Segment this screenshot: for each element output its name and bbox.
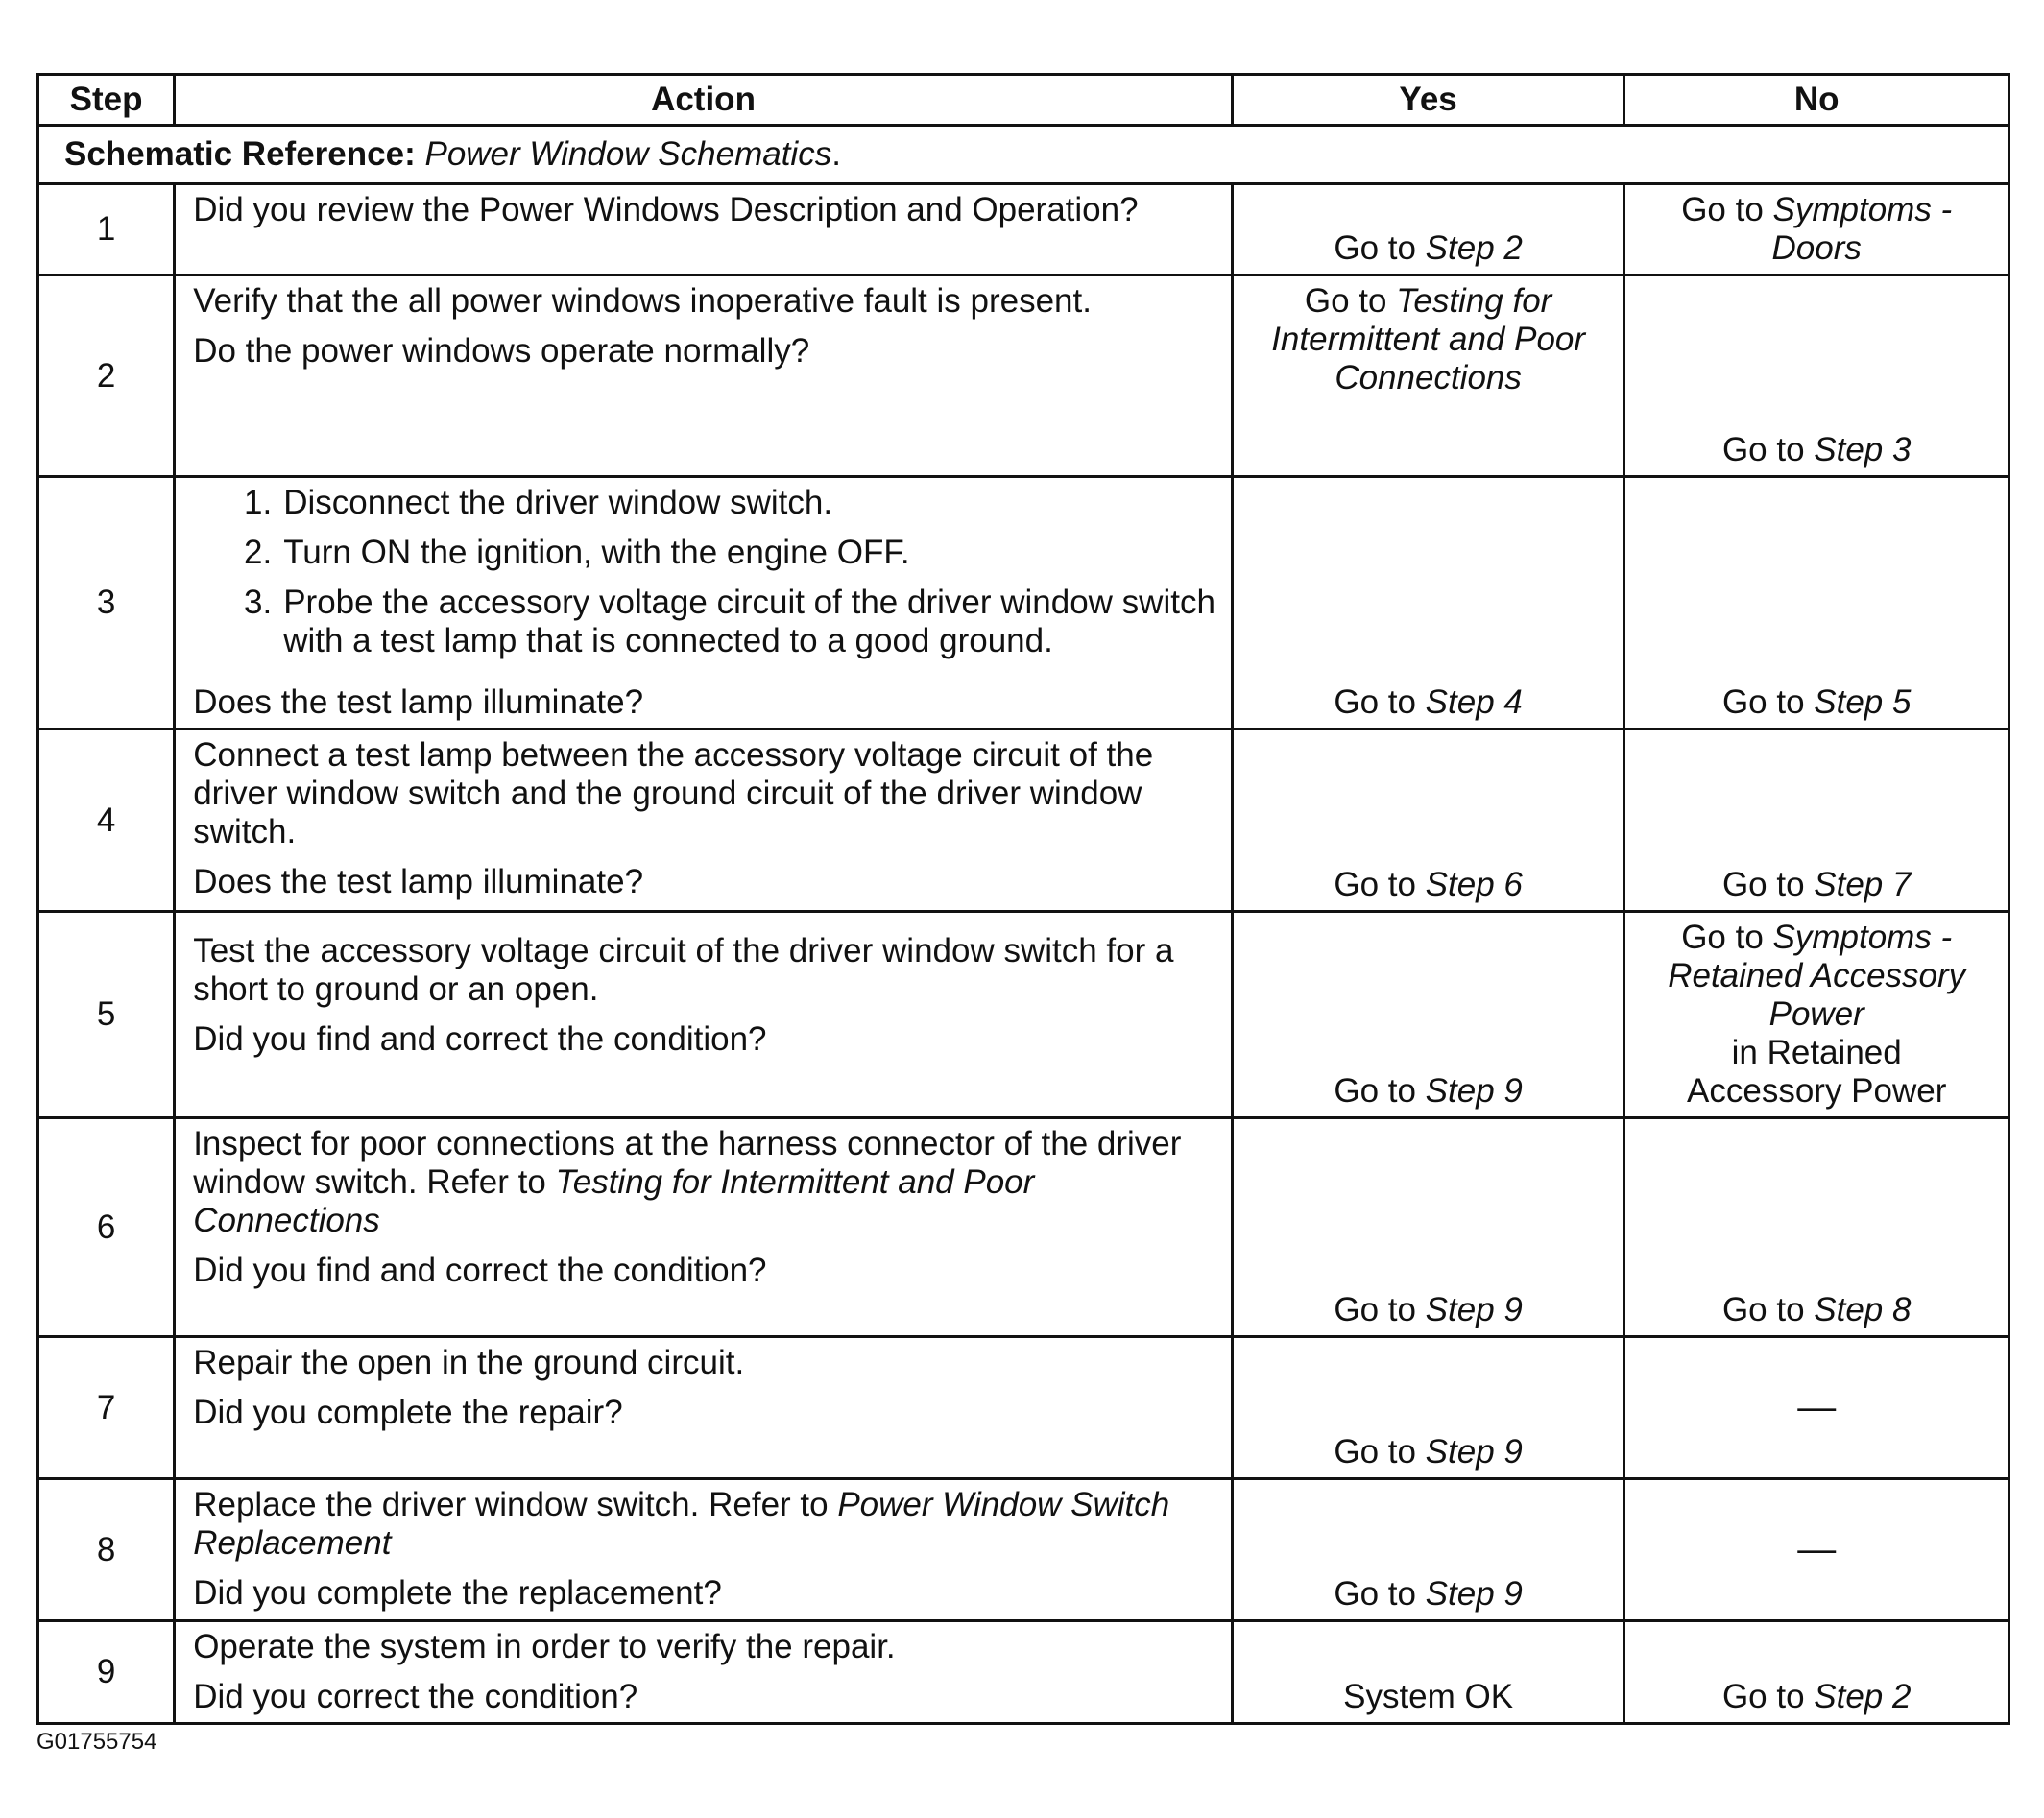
goto-label: Go to	[1721, 1678, 1815, 1715]
goto-label: Go to	[1304, 282, 1397, 320]
action-question: Did you find and correct the condition?	[193, 1020, 767, 1058]
goto-label: Go to	[1721, 431, 1815, 468]
action-cell	[175, 1479, 1233, 1621]
header-no: No	[1624, 75, 2009, 126]
list-item: 3. Probe the accessory voltage circuit of the driver window switch with a test lamp that is connected to a good ground.	[244, 584, 1215, 659]
list-item: 2. Turn ON the ignition, with the engine OFF.	[244, 534, 910, 571]
step-number: 2	[38, 275, 175, 477]
goto-label: Go to	[1334, 1291, 1426, 1328]
yes-cell	[1232, 184, 1624, 275]
table-row	[38, 477, 2009, 730]
header-action: Action	[175, 75, 1233, 126]
header-yes: Yes	[1232, 75, 1624, 126]
table-row	[38, 275, 2009, 477]
yes-cell	[1232, 1337, 1624, 1479]
table-row	[38, 1118, 2009, 1337]
yes-cell	[1232, 730, 1624, 912]
yes-step-link[interactable]: Step 9	[1425, 1291, 1523, 1328]
yes-cell	[1232, 1118, 1624, 1337]
yes-cell	[1232, 912, 1624, 1118]
goto-label: Go to	[1334, 683, 1426, 721]
table-row	[38, 912, 2009, 1118]
goto-label: Go to	[1334, 1575, 1426, 1613]
action-cell	[175, 730, 1233, 912]
schematic-doc-link[interactable]: Power Window Schematics	[424, 135, 832, 173]
no-cell	[1624, 477, 2009, 730]
schematic-label: Schematic Reference:	[64, 135, 416, 173]
action-question: Does the test lamp illuminate?	[193, 863, 644, 900]
header-row	[38, 75, 2009, 126]
no-symptoms-link-line2[interactable]: Doors	[1771, 229, 1862, 267]
action-text: Connect a test lamp between the accessory voltage circuit of the driver window switch and the ground circuit of the driver window switch.	[193, 736, 1154, 850]
no-cell	[1624, 912, 2009, 1118]
yes-cell	[1232, 477, 1624, 730]
no-cell	[1624, 1118, 2009, 1337]
no-cell	[1624, 184, 2009, 275]
step-number: 6	[38, 1118, 175, 1337]
no-plain-line2: Accessory Power	[1687, 1072, 1947, 1110]
table-row	[38, 1621, 2009, 1724]
yes-cell	[1232, 275, 1624, 477]
goto-label: Go to	[1681, 919, 1773, 956]
no-symptoms-link[interactable]: Symptoms -	[1772, 191, 1953, 228]
list-item: 1. Disconnect the driver window switch.	[244, 484, 833, 521]
no-cell	[1624, 1621, 2009, 1724]
no-step-link[interactable]: Step 3	[1814, 431, 1912, 468]
goto-label: Go to	[1721, 1291, 1815, 1328]
goto-label: Go to	[1721, 866, 1815, 903]
action-question: Did you complete the replacement?	[193, 1574, 722, 1612]
no-dash: —	[1797, 1385, 1837, 1428]
action-text: Inspect for poor connections at the harness connector of the driver window switch. Refer to Testing for Intermittent and Poor Connections	[193, 1125, 1182, 1239]
goto-label: Go to	[1681, 191, 1773, 228]
table-row	[38, 1337, 2009, 1479]
header-step: Step	[38, 75, 175, 126]
goto-label: Go to	[1334, 1072, 1426, 1110]
schematic-reference	[38, 126, 2009, 184]
table-row	[38, 730, 2009, 912]
step-number: 1	[38, 184, 175, 275]
yes-step-link[interactable]: Step 9	[1425, 1433, 1523, 1471]
no-step-link[interactable]: Step 7	[1814, 866, 1912, 903]
yes-testing-link-line2[interactable]: Intermittent and Poor	[1271, 321, 1586, 358]
no-cell	[1624, 1337, 2009, 1479]
no-symptoms-link-line3[interactable]: Power	[1768, 995, 1864, 1033]
action-text: Test the accessory voltage circuit of the driver window switch for a short to ground or an open.	[193, 932, 1174, 1008]
goto-label: Go to	[1334, 1433, 1426, 1471]
table-row	[38, 184, 2009, 275]
action-text: Operate the system in order to verify the repair.	[193, 1628, 896, 1665]
no-step-link[interactable]: Step 2	[1814, 1678, 1912, 1715]
goto-label: Go to	[1334, 229, 1426, 267]
schematic-reference-row	[38, 126, 2009, 184]
diagnostic-table	[36, 73, 2010, 1725]
goto-label: Go to	[1721, 683, 1815, 721]
action-text: Replace the driver window switch. Refer to Power Window Switch Replacement	[193, 1486, 1170, 1562]
step-number: 7	[38, 1337, 175, 1479]
yes-step-link[interactable]: Step 2	[1425, 229, 1523, 267]
action-cell	[175, 1118, 1233, 1337]
step-number: 5	[38, 912, 175, 1118]
no-plain-line1: in Retained	[1731, 1034, 1902, 1071]
no-cell	[1624, 730, 2009, 912]
yes-testing-link-line3[interactable]: Connections	[1335, 359, 1522, 396]
step-number: 4	[38, 730, 175, 912]
action-cell	[175, 1337, 1233, 1479]
no-cell	[1624, 1479, 2009, 1621]
yes-testing-link[interactable]: Testing for	[1396, 282, 1552, 320]
yes-step-link[interactable]: Step 9	[1425, 1575, 1523, 1613]
no-step-link[interactable]: Step 8	[1814, 1291, 1912, 1328]
action-cell	[175, 184, 1233, 275]
table-row	[38, 1479, 2009, 1621]
action-text: Repair the open in the ground circuit.	[193, 1344, 745, 1381]
action-ref-link[interactable]: Testing for Intermittent and Poor Connections	[193, 1163, 1035, 1239]
action-cell	[175, 912, 1233, 1118]
step-number: 9	[38, 1621, 175, 1724]
no-symptoms-link[interactable]: Symptoms -	[1772, 919, 1953, 956]
goto-label: Go to	[1334, 866, 1426, 903]
action-question: Does the test lamp illuminate?	[193, 683, 644, 721]
yes-step-link[interactable]: Step 9	[1425, 1072, 1523, 1110]
no-symptoms-link-line2[interactable]: Retained Accessory	[1668, 957, 1966, 994]
action-question: Did you find and correct the condition?	[193, 1252, 767, 1289]
action-ref-link[interactable]: Power Window Switch Replacement	[193, 1486, 1170, 1562]
step-number: 3	[38, 477, 175, 730]
action-question: Do the power windows operate normally?	[193, 332, 810, 370]
yes-step-link[interactable]: Step 4	[1425, 683, 1523, 721]
step-number: 8	[38, 1479, 175, 1621]
action-cell	[175, 1621, 1233, 1724]
action-question: Did you complete the repair?	[193, 1394, 623, 1431]
document-id: G01755754	[36, 1729, 157, 1755]
action-steps-list	[193, 484, 1217, 672]
action-text: Verify that the all power windows inoperative fault is present.	[193, 282, 1092, 320]
action-cell	[175, 477, 1233, 730]
action-cell	[175, 275, 1233, 477]
action-question: Did you correct the condition?	[193, 1678, 638, 1715]
no-cell	[1624, 275, 2009, 477]
no-step-link[interactable]: Step 5	[1814, 683, 1912, 721]
schematic-period: .	[831, 135, 841, 173]
yes-system-ok: System OK	[1343, 1678, 1514, 1715]
yes-step-link[interactable]: Step 6	[1425, 866, 1523, 903]
yes-cell	[1232, 1621, 1624, 1724]
action-text: Did you review the Power Windows Description and Operation?	[193, 191, 1139, 228]
yes-cell	[1232, 1479, 1624, 1621]
no-dash: —	[1797, 1527, 1837, 1570]
